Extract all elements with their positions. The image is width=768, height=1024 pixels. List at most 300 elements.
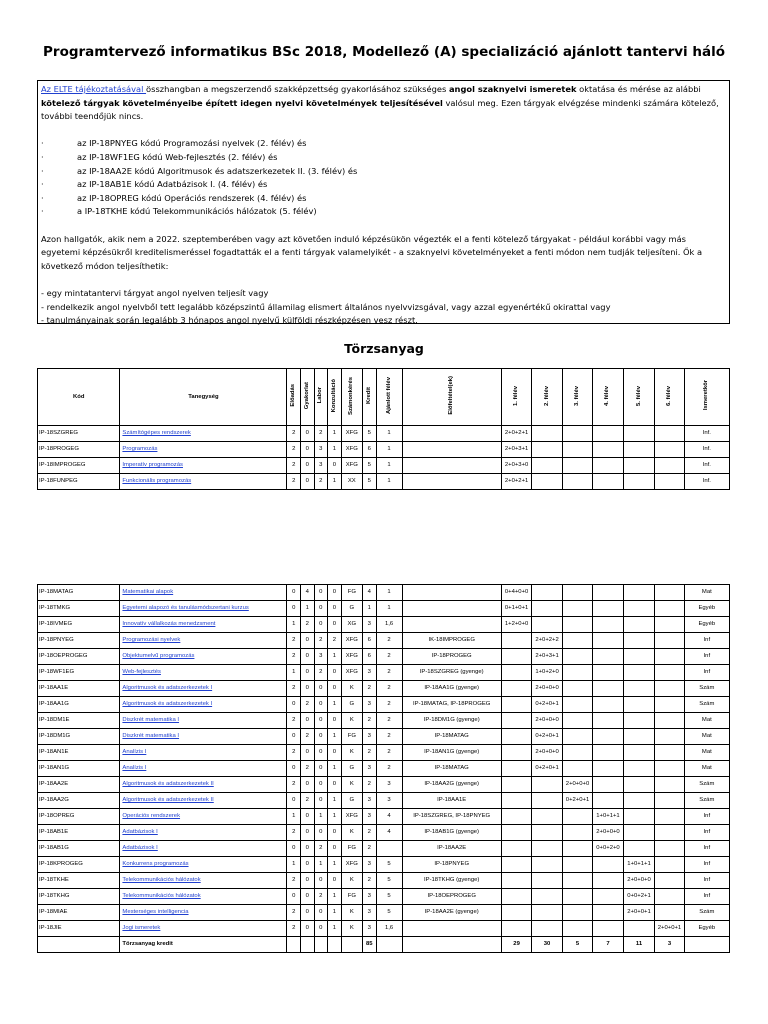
intro-paragraph: Az ELTE tájékoztatásával összhangban a megszerzendő szakképzettség gyakorlásához szükséges angol szaknyelvi ismeretek oktatása és mérése az alábbi kötelező tárgyak követelményeibe épített idegen nyelvi követelmények teljesítésével valósul meg. Ezen tárgyak elvégzése mindenki számára kötelező, további teendőjük nincs. bbox=[41, 84, 719, 122]
cell: 1 bbox=[328, 921, 342, 937]
cell: Mat bbox=[684, 729, 729, 745]
cell bbox=[655, 633, 684, 649]
cell bbox=[655, 745, 684, 761]
cell: 30 bbox=[532, 937, 562, 953]
cell: 2+0+0+0 bbox=[532, 681, 562, 697]
cell bbox=[562, 857, 592, 873]
cell bbox=[532, 601, 562, 617]
table-row bbox=[38, 585, 730, 601]
table-row bbox=[38, 809, 730, 825]
cell: 2 bbox=[287, 921, 301, 937]
course-name-link[interactable]: Algoritmusok és adatszerkezetek I bbox=[120, 697, 287, 713]
course-name-link[interactable]: Számítógépes rendszerek bbox=[120, 426, 287, 442]
cell bbox=[562, 442, 592, 458]
cell: 0 bbox=[287, 697, 301, 713]
cell: 0 bbox=[301, 442, 315, 458]
required-course-item: · az IP-18PNYEG kódú Programozási nyelvek (2. félév) és bbox=[41, 137, 726, 151]
cell bbox=[623, 617, 655, 633]
prerequisite bbox=[402, 937, 501, 953]
course-name-link[interactable]: Analízis I bbox=[120, 761, 287, 777]
cell: 2 bbox=[287, 442, 301, 458]
cell: 2+0+0+0 bbox=[532, 745, 562, 761]
prerequisite: IP-18PNYEG bbox=[402, 857, 501, 873]
cell: Inf bbox=[684, 889, 729, 905]
cell: 0 bbox=[301, 873, 315, 889]
course-name-link[interactable]: Konkurrens programozás bbox=[120, 857, 287, 873]
cell: 3 bbox=[314, 649, 328, 665]
cell: 2+0+3+1 bbox=[501, 442, 531, 458]
cell bbox=[562, 601, 592, 617]
cell bbox=[532, 889, 562, 905]
course-name-link[interactable]: Programozás bbox=[120, 442, 287, 458]
header-col-13: 6. félév bbox=[655, 369, 684, 426]
cell: 4 bbox=[376, 825, 402, 841]
cell: Mat bbox=[684, 713, 729, 729]
cell bbox=[532, 921, 562, 937]
cell: 0 bbox=[301, 825, 315, 841]
cell bbox=[562, 889, 592, 905]
table-row bbox=[38, 633, 730, 649]
cell: 3 bbox=[363, 857, 377, 873]
cell bbox=[562, 474, 592, 490]
cell bbox=[593, 601, 623, 617]
cell bbox=[623, 681, 655, 697]
cell: Egyéb bbox=[684, 601, 729, 617]
cell bbox=[562, 809, 592, 825]
course-name-link[interactable]: Telekommunikációs hálózatok bbox=[120, 889, 287, 905]
cell: G bbox=[341, 697, 362, 713]
cell bbox=[623, 585, 655, 601]
cell: 3 bbox=[314, 442, 328, 458]
course-code: IP-18AN1E bbox=[38, 745, 120, 761]
bullet-marker: · bbox=[41, 138, 44, 149]
required-course-item: · az IP-18AB1E kódú Adatbázisok I. (4. félév) és bbox=[41, 178, 726, 192]
prerequisite: IP-18PROGEG bbox=[402, 649, 501, 665]
cell bbox=[501, 921, 531, 937]
cell bbox=[593, 761, 623, 777]
cell: 0 bbox=[328, 665, 342, 681]
cell: 2 bbox=[287, 873, 301, 889]
course-code: IP-18SZGREG bbox=[38, 426, 120, 442]
cell: K bbox=[341, 681, 362, 697]
cell: 0 bbox=[301, 777, 315, 793]
cell: 0 bbox=[328, 585, 342, 601]
cell: 2 bbox=[287, 745, 301, 761]
course-name-link[interactable]: Analízis I bbox=[120, 745, 287, 761]
course-code: IP-18AN1G bbox=[38, 761, 120, 777]
cell: 2 bbox=[287, 681, 301, 697]
cell: 0 bbox=[314, 873, 328, 889]
cell bbox=[562, 633, 592, 649]
cell: 5 bbox=[376, 905, 402, 921]
cell: 1 bbox=[301, 601, 315, 617]
cell bbox=[623, 442, 655, 458]
cell bbox=[684, 937, 729, 953]
cell: 2 bbox=[328, 633, 342, 649]
cell: XFG bbox=[341, 665, 362, 681]
cell bbox=[655, 426, 684, 442]
cell: 1 bbox=[328, 426, 342, 442]
prerequisite: IP-18AN1G (gyenge) bbox=[402, 745, 501, 761]
language-requirements-box bbox=[37, 80, 730, 324]
prerequisite: IP-18AA1E bbox=[402, 793, 501, 809]
cell bbox=[593, 857, 623, 873]
table-row bbox=[38, 442, 730, 458]
cell: K bbox=[341, 713, 362, 729]
course-code: IP-18AA1E bbox=[38, 681, 120, 697]
course-code: IP-18IVMEG bbox=[38, 617, 120, 633]
cell: K bbox=[341, 825, 362, 841]
cell: 0 bbox=[314, 793, 328, 809]
cell bbox=[532, 458, 562, 474]
cell bbox=[593, 426, 623, 442]
cell: 2 bbox=[287, 649, 301, 665]
required-course-list bbox=[41, 137, 726, 219]
cell bbox=[532, 617, 562, 633]
required-course-item: · a IP-18TKHE kódú Telekommunikációs hálózatok (5. félév) bbox=[41, 205, 726, 219]
cell bbox=[562, 921, 592, 937]
cell: 2 bbox=[376, 713, 402, 729]
table-row bbox=[38, 665, 730, 681]
course-name-link[interactable]: Diszkrét matematika I bbox=[120, 729, 287, 745]
cell bbox=[593, 585, 623, 601]
cell bbox=[501, 873, 531, 889]
cell: 1,6 bbox=[376, 921, 402, 937]
prerequisite: IP-18AA1G (gyenge) bbox=[402, 681, 501, 697]
cell: Inf. bbox=[684, 474, 729, 490]
cell: 1 bbox=[287, 857, 301, 873]
bullet-marker: · bbox=[41, 192, 44, 203]
course-name-link[interactable]: Jogi ismeretek bbox=[120, 921, 287, 937]
cell: 4 bbox=[363, 585, 377, 601]
cell: 0 bbox=[301, 474, 315, 490]
cell: 2+0+0+1 bbox=[623, 905, 655, 921]
cell: 2 bbox=[287, 426, 301, 442]
cell: 0+2+0+1 bbox=[532, 761, 562, 777]
prerequisite: IP-18TKHG (gyenge) bbox=[402, 873, 501, 889]
cell: 11 bbox=[623, 937, 655, 953]
cell: 0 bbox=[328, 458, 342, 474]
course-name-link[interactable]: Adatbázisok I bbox=[120, 841, 287, 857]
cell bbox=[593, 442, 623, 458]
cell bbox=[562, 841, 592, 857]
cell: 0 bbox=[301, 921, 315, 937]
cell: 0 bbox=[287, 601, 301, 617]
cell: 1 bbox=[376, 474, 402, 490]
course-code: IP-18PROGEG bbox=[38, 442, 120, 458]
cell: 0 bbox=[328, 681, 342, 697]
cell bbox=[623, 841, 655, 857]
cell: 0 bbox=[301, 713, 315, 729]
cell bbox=[562, 681, 592, 697]
cell: 1 bbox=[328, 889, 342, 905]
cell: 0 bbox=[301, 426, 315, 442]
table-row bbox=[38, 921, 730, 937]
table-row bbox=[38, 649, 730, 665]
cell: 0 bbox=[287, 761, 301, 777]
cell bbox=[593, 474, 623, 490]
cell: Szám bbox=[684, 793, 729, 809]
table-row bbox=[38, 841, 730, 857]
total-label: Törzsanyag kredit bbox=[120, 937, 287, 953]
cell bbox=[623, 713, 655, 729]
course-name-link[interactable]: Mesterséges intelligencia bbox=[120, 905, 287, 921]
cell bbox=[501, 889, 531, 905]
cell: FG bbox=[341, 889, 362, 905]
cell bbox=[501, 809, 531, 825]
cell: 2 bbox=[314, 474, 328, 490]
cell: 0 bbox=[301, 745, 315, 761]
course-code: IP-18MATAG bbox=[38, 585, 120, 601]
cell: 3 bbox=[376, 793, 402, 809]
cell: 0 bbox=[314, 825, 328, 841]
cell: Mat bbox=[684, 745, 729, 761]
cell bbox=[655, 873, 684, 889]
cell: 0 bbox=[314, 729, 328, 745]
cell bbox=[532, 841, 562, 857]
cell bbox=[655, 905, 684, 921]
elte-info-link[interactable]: Az ELTE tájékoztatásával bbox=[41, 84, 147, 94]
cell bbox=[655, 617, 684, 633]
header-col-14: Ismeretkör bbox=[684, 369, 729, 426]
course-name-link[interactable]: Objektumelvű programozás bbox=[120, 649, 287, 665]
cell: 0 bbox=[301, 905, 315, 921]
cell bbox=[287, 937, 301, 953]
cell: 0 bbox=[287, 889, 301, 905]
header-col-12: 5. félév bbox=[623, 369, 655, 426]
table-row bbox=[38, 601, 730, 617]
course-name-link[interactable]: Algoritmusok és adatszerkezetek I bbox=[120, 681, 287, 697]
cell: 2+0+3+0 bbox=[501, 458, 531, 474]
course-code: IP-18DM1G bbox=[38, 729, 120, 745]
cell bbox=[532, 793, 562, 809]
table-row bbox=[38, 681, 730, 697]
cell: 3 bbox=[363, 617, 377, 633]
cell: 1 bbox=[328, 729, 342, 745]
cell bbox=[623, 697, 655, 713]
cell: 2 bbox=[301, 617, 315, 633]
cell bbox=[655, 777, 684, 793]
cell: Inf bbox=[684, 841, 729, 857]
cell bbox=[501, 761, 531, 777]
prerequisite bbox=[402, 921, 501, 937]
cell: 0+0+2+1 bbox=[623, 889, 655, 905]
cell: 5 bbox=[562, 937, 592, 953]
course-name-link[interactable]: Innovatív vállalkozás menedzsment bbox=[120, 617, 287, 633]
cell bbox=[623, 793, 655, 809]
cell: 2 bbox=[376, 681, 402, 697]
cell: 2 bbox=[287, 825, 301, 841]
cell bbox=[501, 777, 531, 793]
cell bbox=[562, 713, 592, 729]
course-code: IP-18KPROGEG bbox=[38, 857, 120, 873]
cell: 0 bbox=[287, 729, 301, 745]
cell bbox=[655, 585, 684, 601]
cell bbox=[562, 761, 592, 777]
cell: 2 bbox=[376, 745, 402, 761]
cell bbox=[562, 825, 592, 841]
cell: K bbox=[341, 777, 362, 793]
cell: 0 bbox=[328, 873, 342, 889]
cell: K bbox=[341, 873, 362, 889]
course-name-link[interactable]: Adatbázisok I bbox=[120, 825, 287, 841]
cell: XFG bbox=[341, 426, 362, 442]
cell: 5 bbox=[376, 873, 402, 889]
header-col-8: 1. félév bbox=[501, 369, 531, 426]
cell: 6 bbox=[363, 633, 377, 649]
cell: 6 bbox=[363, 649, 377, 665]
cell: 2 bbox=[376, 665, 402, 681]
bullet-marker: · bbox=[41, 151, 44, 162]
cell: 0+0+2+0 bbox=[593, 841, 623, 857]
cell: 0 bbox=[301, 857, 315, 873]
cell: 5 bbox=[363, 426, 377, 442]
cell: Mat bbox=[684, 761, 729, 777]
cell: XFG bbox=[341, 857, 362, 873]
cell: 0 bbox=[301, 633, 315, 649]
prerequisite bbox=[402, 426, 501, 442]
cell: 2 bbox=[287, 474, 301, 490]
cell: 1 bbox=[328, 649, 342, 665]
cell: 3 bbox=[363, 809, 377, 825]
header-col-0: Előadás bbox=[287, 369, 301, 426]
cell bbox=[532, 777, 562, 793]
cell: K bbox=[341, 921, 362, 937]
cell: 0 bbox=[301, 665, 315, 681]
cell bbox=[501, 633, 531, 649]
prerequisite: IP-18AA2E bbox=[402, 841, 501, 857]
course-name-link[interactable]: Diszkrét matematika I bbox=[120, 713, 287, 729]
table-row bbox=[38, 777, 730, 793]
cell: 3 bbox=[363, 697, 377, 713]
cell bbox=[562, 649, 592, 665]
cell bbox=[501, 825, 531, 841]
course-name-link[interactable]: Algoritmusok és adatszerkezetek II bbox=[120, 793, 287, 809]
bullet-marker: · bbox=[41, 206, 44, 217]
prerequisite: IP-18MATAG bbox=[402, 761, 501, 777]
cell bbox=[623, 761, 655, 777]
cell: FG bbox=[341, 585, 362, 601]
cell: 1+2+0+0 bbox=[501, 617, 531, 633]
prerequisite: IK-18IMPROGEG bbox=[402, 633, 501, 649]
cell: Inf bbox=[684, 825, 729, 841]
cell bbox=[655, 889, 684, 905]
cell bbox=[593, 665, 623, 681]
required-course-item: · az IP-18WF1EG kódú Web-fejlesztés (2. félév) és bbox=[41, 151, 726, 165]
cell: Mat bbox=[684, 585, 729, 601]
cell: 2 bbox=[314, 665, 328, 681]
cell: 2 bbox=[363, 777, 377, 793]
cell: 1+0+1+1 bbox=[593, 809, 623, 825]
cell: Szám bbox=[684, 681, 729, 697]
course-name-link[interactable]: Algoritmusok és adatszerkezetek II bbox=[120, 777, 287, 793]
cell: 2 bbox=[287, 777, 301, 793]
cell: 2 bbox=[376, 761, 402, 777]
cell bbox=[501, 905, 531, 921]
cell: 2 bbox=[314, 889, 328, 905]
table-row bbox=[38, 458, 730, 474]
cell: 2 bbox=[363, 681, 377, 697]
cell: 4 bbox=[301, 585, 315, 601]
course-name-link[interactable]: Matematikai alapok bbox=[120, 585, 287, 601]
table-row bbox=[38, 825, 730, 841]
header-tanegyseg: Tanegység bbox=[120, 369, 287, 426]
course-code: IP-18JIE bbox=[38, 921, 120, 937]
cell: 2 bbox=[314, 426, 328, 442]
cell bbox=[623, 633, 655, 649]
cell bbox=[341, 937, 362, 953]
cell bbox=[562, 729, 592, 745]
course-name-link[interactable]: Operációs rendszerek bbox=[120, 809, 287, 825]
cell: 0 bbox=[328, 777, 342, 793]
table-header-row bbox=[38, 369, 730, 426]
cell: 1 bbox=[328, 809, 342, 825]
cell bbox=[655, 601, 684, 617]
cell bbox=[501, 665, 531, 681]
cell: 2+0+3+1 bbox=[532, 649, 562, 665]
cell: 3 bbox=[363, 793, 377, 809]
cell bbox=[655, 665, 684, 681]
cell bbox=[562, 458, 592, 474]
cell bbox=[623, 665, 655, 681]
page-title: Programtervező informatikus BSc 2018, Modellező (A) specializáció ajánlott tantervi háló bbox=[43, 44, 725, 60]
cell: 5 bbox=[363, 458, 377, 474]
cell bbox=[623, 809, 655, 825]
course-name-link[interactable]: Egyetemi alapozó és tanulásmódszertani kurzus bbox=[120, 601, 287, 617]
header-col-9: 2. félév bbox=[532, 369, 562, 426]
cell: 0 bbox=[314, 713, 328, 729]
cell: 0 bbox=[301, 889, 315, 905]
cell: 2+0+0+0 bbox=[562, 777, 592, 793]
cell: 1,6 bbox=[376, 617, 402, 633]
cell: XFG bbox=[341, 809, 362, 825]
cell bbox=[593, 713, 623, 729]
course-name-link[interactable]: Funkcionális programozás bbox=[120, 474, 287, 490]
cell: 2 bbox=[287, 633, 301, 649]
header-col-2: Labor bbox=[314, 369, 328, 426]
course-code: IP-18AA1G bbox=[38, 697, 120, 713]
cell: 0 bbox=[328, 745, 342, 761]
cell: 1 bbox=[314, 809, 328, 825]
cell bbox=[623, 825, 655, 841]
prerequisite: IP-18AA2E (gyenge) bbox=[402, 905, 501, 921]
prerequisite: IP-18MATAG bbox=[402, 729, 501, 745]
cell bbox=[376, 841, 402, 857]
prerequisite: IP-18AB1G (gyenge) bbox=[402, 825, 501, 841]
table-row bbox=[38, 889, 730, 905]
cell: 1 bbox=[376, 601, 402, 617]
course-name-link[interactable]: Web-fejlesztés bbox=[120, 665, 287, 681]
cell bbox=[623, 745, 655, 761]
cell bbox=[593, 681, 623, 697]
cell: 0 bbox=[301, 649, 315, 665]
cell bbox=[655, 793, 684, 809]
cell: 2+0+0+0 bbox=[593, 825, 623, 841]
cell: 0 bbox=[314, 601, 328, 617]
cell bbox=[328, 937, 342, 953]
cell: Inf. bbox=[684, 458, 729, 474]
required-course-item: · az IP-18OPREG kódú Operációs rendszerek (4. félév) és bbox=[41, 192, 726, 206]
cell: 0 bbox=[301, 809, 315, 825]
core-courses-table-bottom bbox=[37, 584, 730, 953]
table-row bbox=[38, 617, 730, 633]
course-name-link[interactable]: Imperatív programozás bbox=[120, 458, 287, 474]
cell: 0+2+0+1 bbox=[532, 697, 562, 713]
cell: 2 bbox=[301, 761, 315, 777]
course-name-link[interactable]: Telekommunikációs hálózatok bbox=[120, 873, 287, 889]
cell bbox=[376, 937, 402, 953]
course-name-link[interactable]: Programozási nyelvek bbox=[120, 633, 287, 649]
